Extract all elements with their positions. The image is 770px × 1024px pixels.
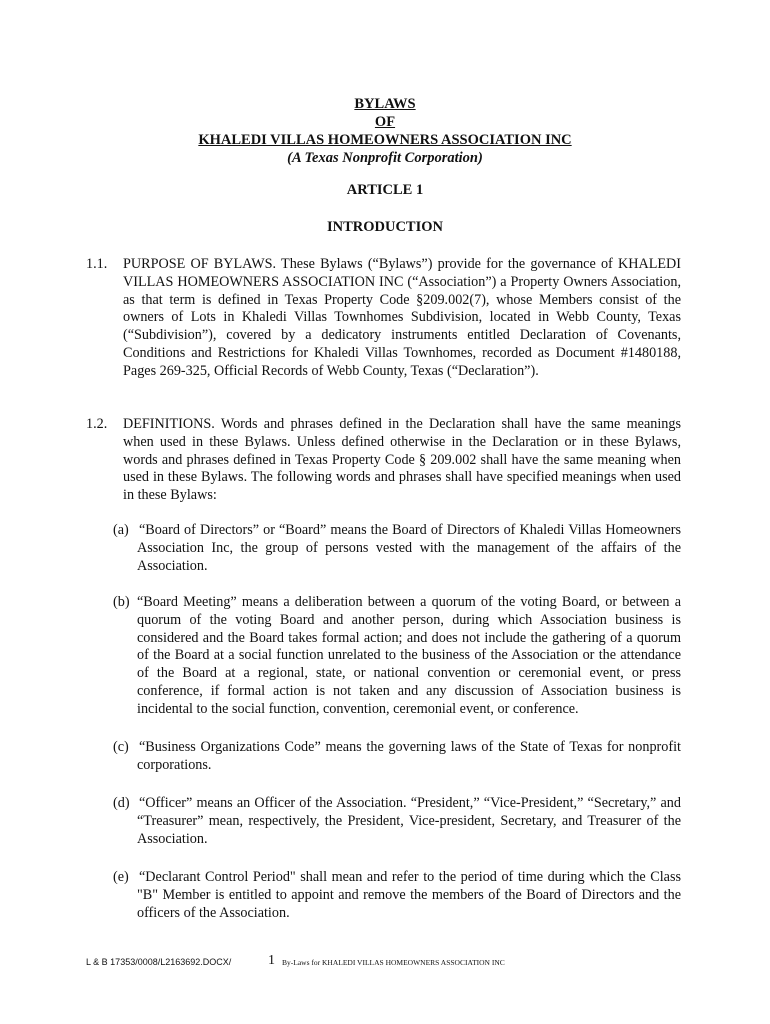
title-association-name: KHALEDI VILLAS HOMEOWNERS ASSOCIATION INC	[198, 132, 572, 148]
title-of: OF	[374, 114, 396, 130]
article-number: ARTICLE 1	[346, 182, 424, 198]
definition-b-text: “Board Meeting” means a deliberation between a quorum of the voting Board, or between a quorum of the voting Board and another person, during which Association business is considered and the Board takes formal action; and does not include the gathering of a quorum of the Board at a social function unrelated to the business of the Association or the attendance of the Board at a regional, state, or national convention or ceremonial event, or press conference, if formal action is not taken and any discussion of Association business is incidental to the social function, convention, ceremonial event, or conference.	[137, 594, 681, 717]
definition-label-d: (d)	[113, 795, 130, 811]
definition-label-e: (e)	[113, 869, 129, 885]
footer-page-number: 1	[268, 953, 275, 968]
document-title-block	[0, 95, 770, 167]
definition-label-c: (c)	[113, 739, 129, 755]
definition-d-text: “Officer” means an Officer of the Association. “President,” “Vice-President,” “Secretary,” and “Treasurer” mean, respectively, the President, Vice-president, Secretary, and Treasurer of the Association.	[137, 795, 681, 847]
section-1-1-text: PURPOSE OF BYLAWS. These Bylaws (“Bylaws”) provide for the governance of KHALEDI VILLAS HOMEOWNERS ASSOCIATION INC (“Association”) a Property Owners Association, as that term is defined in Texas Property Code §209.002(7), whose Members consist of the owners of Lots in Khaledi Villas Townhomes Subdivision, located in Webb County, Texas (“Subdivision”), covered by a dedicatory instruments entitled Declaration of Covenants, Conditions and Restrictions for Khaledi Villas Townhomes, recorded as Document #1480188, Pages 269-325, Official Records of Webb County, Texas (“Declaration”).	[123, 256, 681, 379]
definition-a-text: “Board of Directors” or “Board” means the Board of Directors of Khaledi Villas Homeowners Association Inc, the group of persons vested with the management of the affairs of the Association.	[137, 522, 681, 574]
section-1-2-text: DEFINITIONS. Words and phrases defined in the Declaration shall have the same meanings when used in these Bylaws. Unless defined otherwise in the Declaration or in these Bylaws, words and phrases defined in Texas Property Code § 209.002 shall have the same meaning when used in these Bylaws. The following words and phrases shall have specified meanings when used in these Bylaws:	[123, 416, 681, 504]
definition-e-text: “Declarant Control Period" shall mean and refer to the period of time during which the Class "B" Member is entitled to appoint and remove the members of the Board of Directors and the officers of the Association.	[137, 869, 681, 921]
footer-document-title: By-Laws for KHALEDI VILLAS HOMEOWNERS ASSOCIATION INC	[282, 958, 505, 967]
section-number-1-1: 1.1.	[86, 256, 108, 272]
footer-document-id: L & B 17353/0008/L2163692.DOCX/	[86, 957, 232, 967]
article-title: INTRODUCTION	[326, 219, 443, 235]
section-number-1-2: 1.2.	[86, 416, 108, 432]
definition-label-b: (b)	[113, 594, 130, 610]
title-bylaws: BYLAWS	[354, 96, 416, 112]
definition-label-a: (a)	[113, 522, 129, 538]
title-subtitle: (A Texas Nonprofit Corporation)	[287, 150, 483, 166]
definition-c-text: “Business Organizations Code” means the governing laws of the State of Texas for nonprofit corporations.	[137, 739, 681, 773]
